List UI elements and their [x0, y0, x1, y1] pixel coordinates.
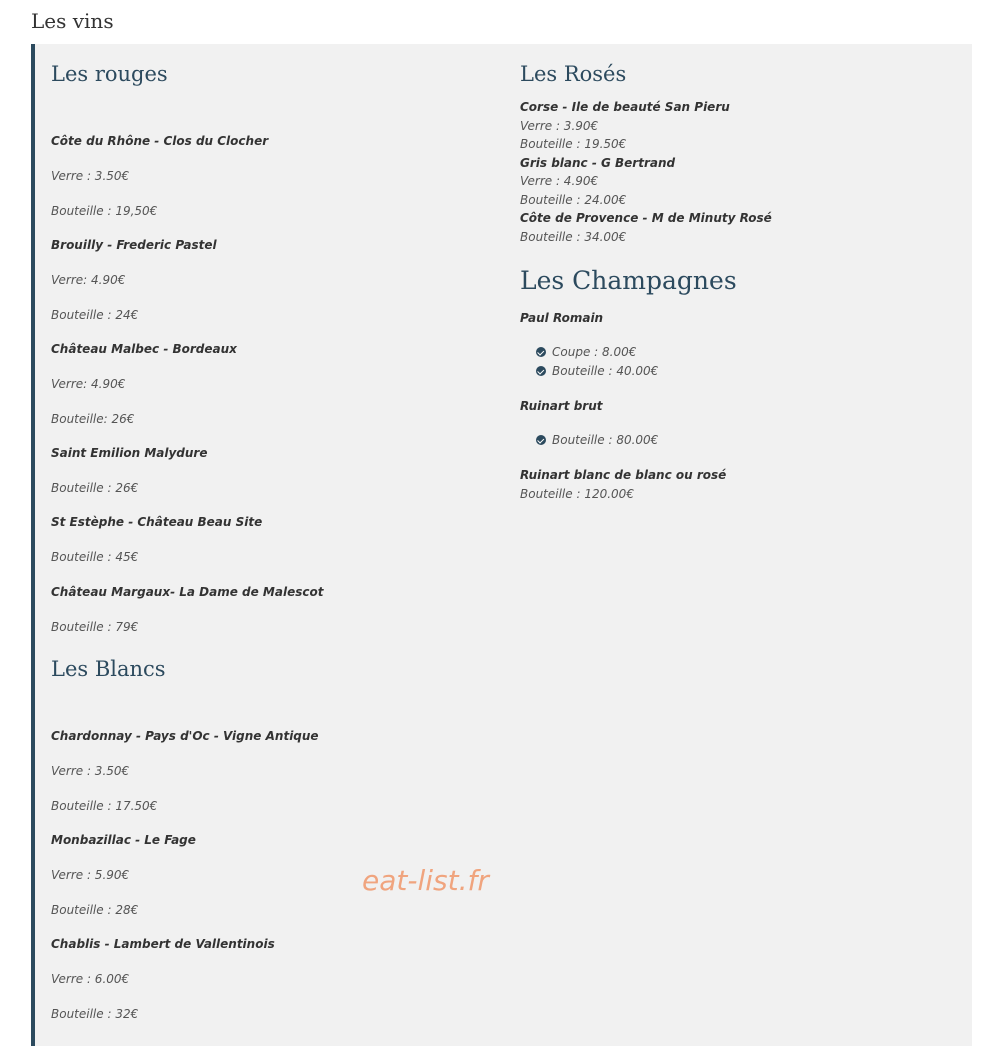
wine-name: Côte du Rhône - Clos du Clocher	[51, 134, 269, 148]
price-line: Bouteille : 17.50€	[51, 799, 158, 813]
price-bullet-text: Coupe : 8.00€	[552, 345, 637, 359]
price-line: Bouteille : 19.50€	[520, 137, 627, 151]
watermark: eat-list.fr	[362, 864, 489, 897]
section-title-rouges: Les rouges	[51, 62, 168, 86]
price-line: Verre : 6.00€	[51, 972, 130, 986]
wine-name: Gris blanc - G Bertrand	[520, 156, 676, 170]
wine-menu-panel	[31, 44, 972, 1046]
wine-name: Ruinart brut	[520, 399, 603, 413]
price-bullet-item	[536, 363, 658, 379]
section-title-champagnes: Les Champagnes	[520, 266, 737, 295]
price-line: Bouteille : 19,50€	[51, 204, 158, 218]
section-title-blancs: Les Blancs	[51, 657, 166, 681]
wine-name: Corse - Ile de beauté San Pieru	[520, 100, 730, 114]
price-line: Verre : 3.50€	[51, 764, 130, 778]
price-line: Bouteille : 32€	[51, 1007, 139, 1021]
wine-name: Ruinart blanc de blanc ou rosé	[520, 468, 727, 482]
wine-name: Château Margaux- La Dame de Malescot	[51, 585, 324, 599]
wine-name: Saint Emilion Malydure	[51, 446, 208, 460]
wine-name: Brouilly - Frederic Pastel	[51, 238, 217, 252]
price-line: Verre : 4.90€	[520, 174, 599, 188]
price-line: Bouteille : 45€	[51, 550, 139, 564]
wine-name: Château Malbec - Bordeaux	[51, 342, 237, 356]
price-bullet-text: Bouteille : 40.00€	[552, 364, 659, 378]
price-line: Bouteille : 34.00€	[520, 230, 627, 244]
price-line: Bouteille: 26€	[51, 412, 135, 426]
price-line: Verre: 4.90€	[51, 273, 126, 287]
page-title: Les vins	[31, 9, 114, 33]
price-line: Bouteille : 24.00€	[520, 193, 627, 207]
price-bullet-item	[536, 432, 658, 448]
price-line: Bouteille : 28€	[51, 903, 139, 917]
wine-name: Monbazillac - Le Fage	[51, 833, 196, 847]
wine-name: St Estèphe - Château Beau Site	[51, 515, 263, 529]
wine-name: Côte de Provence - M de Minuty Rosé	[520, 211, 772, 225]
price-line: Verre : 3.50€	[51, 169, 130, 183]
check-circle-icon	[536, 347, 546, 357]
price-bullet-item	[536, 344, 636, 360]
price-line: Bouteille : 26€	[51, 481, 139, 495]
price-bullet-text: Bouteille : 80.00€	[552, 433, 659, 447]
section-title-roses: Les Rosés	[520, 62, 627, 86]
price-line: Bouteille : 120.00€	[520, 487, 634, 501]
price-line: Verre: 4.90€	[51, 377, 126, 391]
check-circle-icon	[536, 366, 546, 376]
wine-name: Paul Romain	[520, 311, 604, 325]
check-circle-icon	[536, 435, 546, 445]
wine-name: Chardonnay - Pays d'Oc - Vigne Antique	[51, 729, 319, 743]
price-line: Bouteille : 79€	[51, 620, 139, 634]
price-line: Verre : 3.90€	[520, 119, 599, 133]
price-line: Bouteille : 24€	[51, 308, 139, 322]
price-line: Verre : 5.90€	[51, 868, 130, 882]
wine-name: Chablis - Lambert de Vallentinois	[51, 937, 275, 951]
